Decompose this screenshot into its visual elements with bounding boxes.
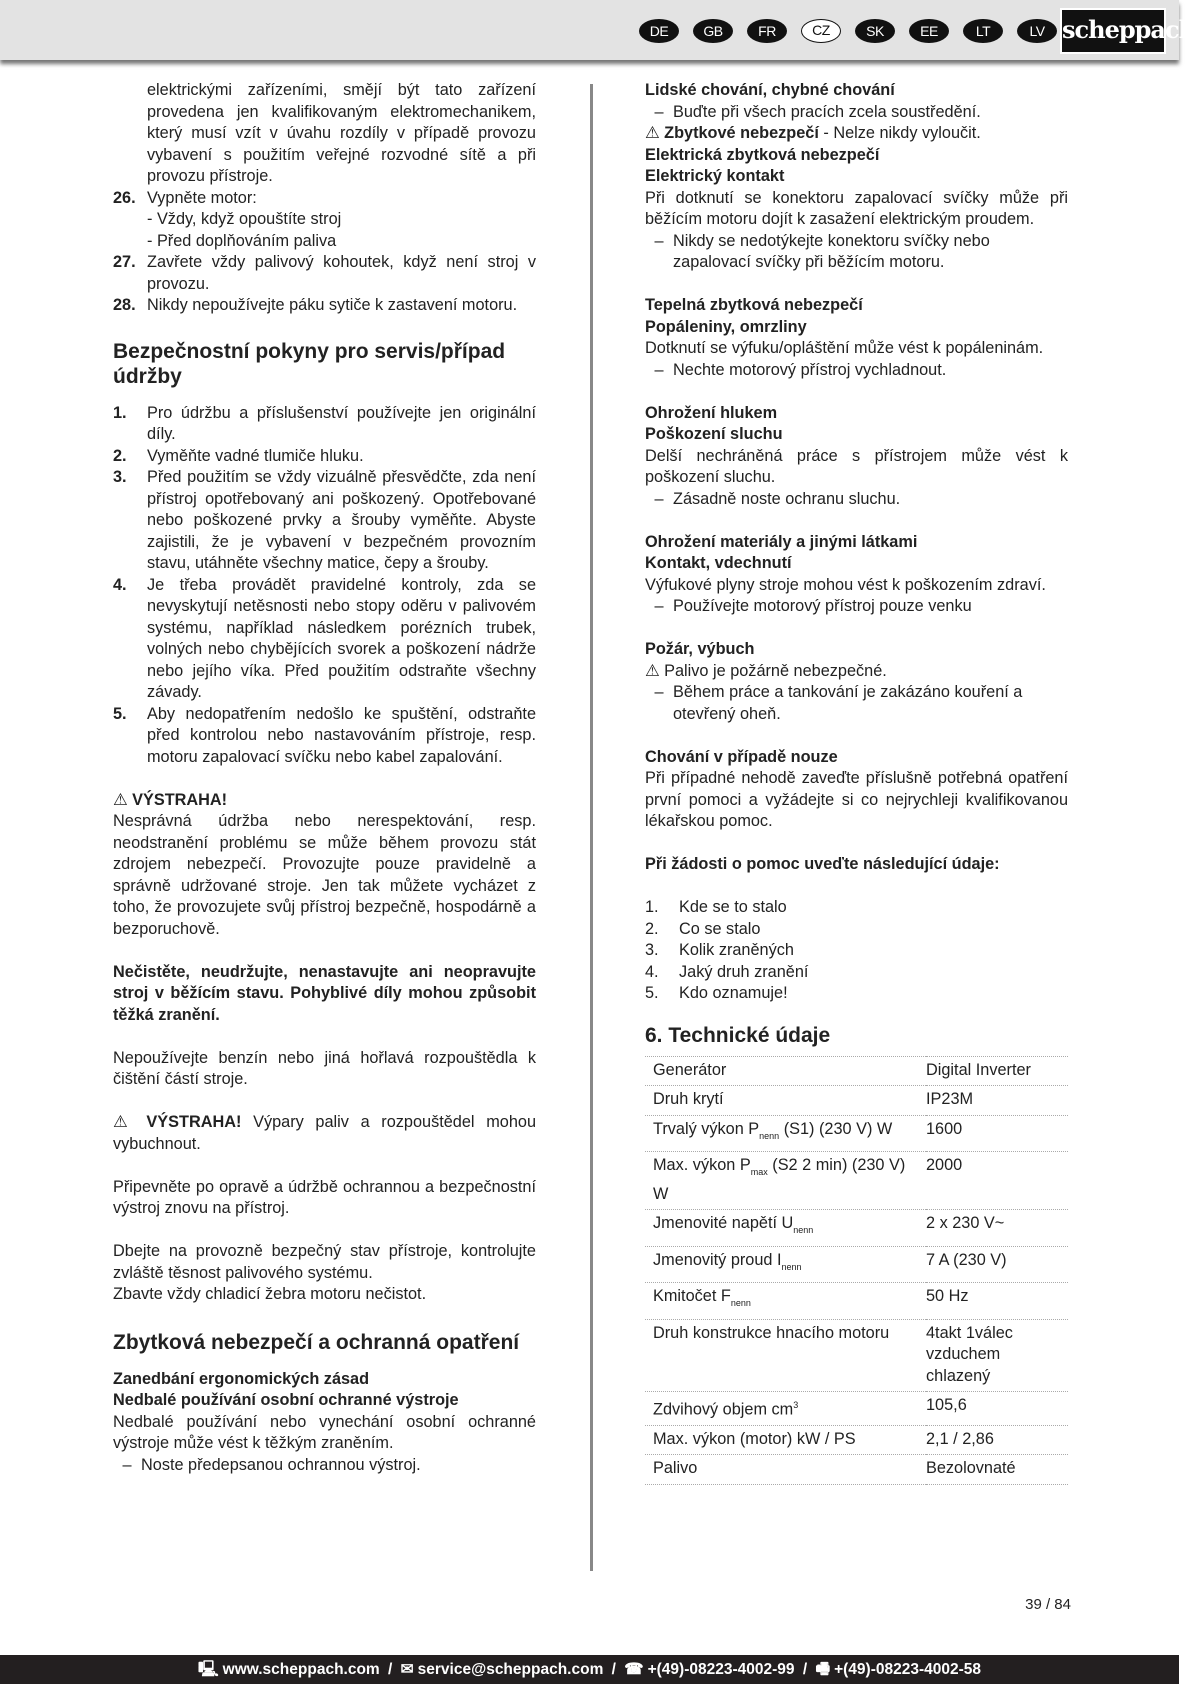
separator: / xyxy=(607,1661,621,1678)
item-number: 2. xyxy=(113,446,127,465)
spec-value: 105,6 xyxy=(926,1392,1068,1426)
numbered-item xyxy=(645,962,1068,984)
spec-value: 4takt 1válec vzduchem chlazený xyxy=(926,1319,1068,1392)
spec-name: Kmitočet F xyxy=(653,1287,731,1305)
table-row xyxy=(645,1086,1068,1116)
paragraph: Nepoužívejte benzín nebo jiná hořlavá rozpouštědla k čištění částí stroje. xyxy=(113,1048,536,1088)
bold-paragraph: Popáleniny, omrzliny xyxy=(645,317,807,336)
numbered-item xyxy=(113,252,536,295)
spec-value: Bezolovnaté xyxy=(926,1455,1068,1485)
bold-paragraph: Lidské chování, chybné chování xyxy=(645,81,895,99)
spec-name: Generátor xyxy=(653,1060,727,1079)
dash-item xyxy=(645,231,1068,274)
item-text: Je třeba provádět pravidelné kontroly, zda se nevyskytují netěsnosti nebo stopy oděru v palivovém systému, například následkem porézních trubek, volných nebo chybějících svorek a poškození nádrže nebo jejího víka. Před použitím odstraňte všechny závady. xyxy=(147,575,536,701)
spec-superscript: 3 xyxy=(793,1400,799,1410)
spec-label xyxy=(645,1425,926,1455)
spec-value: IP23M xyxy=(926,1086,1068,1116)
spec-name: Max. výkon P xyxy=(653,1156,751,1174)
numbered-item xyxy=(645,897,1068,919)
paragraph: - Vždy, když opouštíte stroj xyxy=(147,210,342,228)
item-text: Kdo oznamuje! xyxy=(679,984,788,1002)
item-text: Co se stalo xyxy=(679,919,761,938)
warning-paragraph xyxy=(645,123,1068,145)
fax-icon: 🖷 xyxy=(815,1661,831,1678)
warning-text: - Nelze nikdy vyloučit. xyxy=(818,124,981,142)
item-number: 1. xyxy=(113,403,127,422)
warning-triangle-icon: ⚠ xyxy=(645,124,665,142)
item-text: Kde se to stalo xyxy=(679,898,787,916)
fax-number: +(49)-08223-4002-58 xyxy=(834,1661,982,1678)
numbered-item xyxy=(113,446,536,468)
item-text: Noste předepsanou ochrannou výstroj. xyxy=(141,1455,421,1474)
bold-paragraph: Chování v případě nouze xyxy=(645,747,838,766)
bold-paragraph: Kontakt, vdechnutí xyxy=(645,554,792,572)
warning-paragraph xyxy=(113,790,536,812)
warning-text: Výpary paliv a rozpouštědel mohou vybuchnout. xyxy=(113,1113,536,1153)
spec-name: Druh krytí xyxy=(653,1090,724,1108)
warning-text: Palivo je požárně nebezpečné. xyxy=(664,661,887,680)
item-number: 5. xyxy=(113,704,127,723)
language-selector xyxy=(639,19,1057,43)
bold-paragraph: Tepelná zbytková nebezpečí xyxy=(645,296,863,314)
warning-triangle-icon: ⚠ xyxy=(645,661,665,680)
item-text: Pro údržbu a příslušenství používejte jen originální díly. xyxy=(147,403,536,443)
dash-bullet: – xyxy=(654,489,664,508)
bold-paragraph: Elektrická zbytková nebezpečí xyxy=(645,145,880,164)
dash-bullet: – xyxy=(654,597,664,615)
item-text: Kolik zraněných xyxy=(679,941,794,959)
bold-paragraph: Ohrožení materiály a jinými látkami xyxy=(645,532,918,551)
item-number: 2. xyxy=(645,919,659,938)
spec-name: Trvalý výkon P xyxy=(653,1119,760,1138)
spec-value: 1600 xyxy=(926,1115,1068,1152)
page-header xyxy=(0,0,1195,60)
dash-bullet: – xyxy=(654,102,664,121)
section-heading: Zbytková nebezpečí a ochranná opatření xyxy=(113,1330,520,1354)
dash-bullet: – xyxy=(654,231,664,250)
language-cz[interactable]: CZ xyxy=(801,19,841,43)
spec-value: 2,1 / 2,86 xyxy=(926,1425,1068,1455)
left-column xyxy=(113,80,536,1476)
table-row xyxy=(645,1319,1068,1392)
spec-subscript: nenn xyxy=(730,1298,751,1308)
item-text: Nikdy se nedotýkejte konektoru svíčky nebo zapalovací svíčky při běžícím motoru. xyxy=(673,231,990,271)
table-row xyxy=(645,1392,1068,1426)
spec-value: 7 A (230 V) xyxy=(926,1246,1068,1283)
footer-bar xyxy=(0,1655,1179,1684)
spec-value: 2 x 230 V~ xyxy=(926,1210,1068,1247)
separator: / xyxy=(383,1661,397,1678)
warning-paragraph xyxy=(113,1112,536,1155)
item-text: Nechte motorový přístroj vychladnout. xyxy=(673,360,947,379)
language-ee[interactable]: EE xyxy=(909,19,949,43)
item-text: Před použitím se vždy vizuálně přesvědčte, zda není přístroj opotřebovaný ani poškozený. Opotřebované nebo poškozené prvky a šrouby vyměňte. Abyste zajistili, že je vybavení v bezpečném provozním stavu, utáhněte všechny matice, čepy a šrouby. xyxy=(147,468,536,572)
dash-item xyxy=(645,682,1068,725)
item-number: 28. xyxy=(113,296,136,314)
bold-paragraph: Požár, výbuch xyxy=(645,640,755,658)
item-text: Během práce a tankování je zakázáno kouření a otevřený oheň. xyxy=(673,683,1023,723)
phone-icon: ☎ xyxy=(624,1661,644,1678)
spec-name: Palivo xyxy=(653,1459,698,1478)
numbered-item xyxy=(113,403,536,446)
table-row xyxy=(645,1283,1068,1320)
spec-name: Druh konstrukce hnacího motoru xyxy=(653,1323,890,1342)
bold-paragraph: Poškození sluchu xyxy=(645,425,783,443)
dash-bullet: – xyxy=(654,360,664,379)
paragraph: Zbavte vždy chladicí žebra motoru nečistot. xyxy=(113,1285,427,1303)
item-number: 3. xyxy=(645,941,659,959)
paragraph: Při dotknutí se konektoru zapalovací svíčky může při běžícím motoru dojít k zasažení elektrickým proudem. xyxy=(645,188,1068,228)
spec-name: Jmenovitý proud I xyxy=(653,1250,782,1269)
item-text: Vypněte motor: xyxy=(147,188,257,207)
table-row xyxy=(645,1246,1068,1283)
paragraph: Při případné nehodě zaveďte příslušně potřebná opatření první pomoci a vyžádejte si co nejrychleji kvalifikovanou lékařskou pomoc. xyxy=(645,769,1068,830)
warning-triangle-icon: ⚠ xyxy=(113,1113,147,1131)
spec-value: 50 Hz xyxy=(926,1283,1068,1320)
item-number: 4. xyxy=(645,962,659,981)
numbered-item xyxy=(113,704,536,769)
technical-data-table xyxy=(645,1056,1068,1485)
warning-label: VÝSTRAHA! xyxy=(146,1113,242,1131)
dash-bullet: – xyxy=(122,1455,132,1474)
language-sk[interactable]: SK xyxy=(855,19,895,43)
paragraph: elektrickými zařízeními, smějí být tato zařízení provedena jen kvalifikovaným elektromechanikem, který musí vzít v úvahu rozdíly v případě provozu vybavení s použitím veřejné rozvodné sítě a při provozu přístroje. xyxy=(147,81,536,185)
item-text: Používejte motorový přístroj pouze venku xyxy=(673,597,972,615)
website-link[interactable]: www.scheppach.com xyxy=(222,1661,380,1678)
item-number: 3. xyxy=(113,468,127,486)
spec-name: Zdvihový objem cm xyxy=(653,1400,794,1419)
spec-label xyxy=(645,1455,926,1485)
bold-paragraph: Elektrický kontakt xyxy=(645,167,785,185)
dash-item xyxy=(113,1455,536,1477)
table-row xyxy=(645,1115,1068,1152)
bold-paragraph: Nedbalé používání osobní ochranné výstroje xyxy=(113,1391,459,1409)
item-text: Buďte při všech pracích zcela soustředění. xyxy=(673,102,981,121)
paragraph: Nedbalé používání nebo vynechání osobní ochranné výstroje může vést k těžkým zraněním. xyxy=(113,1412,536,1452)
mail-icon: ✉ xyxy=(400,1661,414,1678)
dash-item xyxy=(645,489,1068,511)
spec-label xyxy=(645,1152,926,1210)
language-lv[interactable]: LV xyxy=(1017,19,1057,43)
spec-subscript: nenn xyxy=(793,1225,814,1235)
paragraph: Delší nechráněná práce s přístrojem může vést k poškození sluchu. xyxy=(645,446,1068,486)
spec-label xyxy=(645,1283,926,1320)
spec-suffix: (S2 2 min) (230 V) W xyxy=(653,1156,906,1203)
separator: / xyxy=(798,1661,812,1678)
table-row xyxy=(645,1425,1068,1455)
spec-subscript: nenn xyxy=(781,1261,802,1272)
table-row xyxy=(645,1152,1068,1210)
bold-paragraph: Zanedbání ergonomických zásad xyxy=(113,1369,370,1388)
spec-suffix: (S1) (230 V) W xyxy=(779,1119,893,1138)
page-number: 39 / 84 xyxy=(1025,1596,1071,1613)
paragraph: Nesprávná údržba nebo nerespektování, resp. neodstranění problému se může během provozu stát zdrojem nebezpečí. Provozujte pouze pravidelně a správně udržované stroje. Jen tak můžete vycházet z toho, že provozujete svůj přístroj bezpečně, hospodárně a bezporuchově. xyxy=(113,812,536,938)
numbered-item xyxy=(645,983,1068,1005)
section-heading: 6. Technické údaje xyxy=(645,1023,831,1047)
spec-label xyxy=(645,1115,926,1152)
column-divider xyxy=(590,84,593,1571)
table-row xyxy=(645,1210,1068,1247)
item-number: 27. xyxy=(113,253,136,271)
section-heading: Bezpečnostní pokyny pro servis/případ údržby xyxy=(113,339,506,388)
table-row xyxy=(645,1056,1068,1086)
dash-item xyxy=(645,360,1068,382)
numbered-item xyxy=(113,575,536,704)
spec-subscript: max xyxy=(750,1167,768,1177)
spec-label xyxy=(645,1392,926,1426)
paragraph: - Před doplňováním paliva xyxy=(147,231,337,250)
spec-label xyxy=(645,1246,926,1283)
language-de[interactable]: DE xyxy=(639,19,679,43)
item-number: 1. xyxy=(645,898,659,916)
spec-label xyxy=(645,1210,926,1247)
numbered-item xyxy=(645,919,1068,941)
dash-bullet: – xyxy=(654,683,664,701)
item-text: Nikdy nepoužívejte páku sytiče k zastavení motoru. xyxy=(147,296,518,314)
language-gb[interactable]: GB xyxy=(693,19,733,43)
item-text: Zásadně noste ochranu sluchu. xyxy=(673,489,901,508)
item-number: 4. xyxy=(113,575,127,594)
right-column xyxy=(645,80,1068,1485)
spec-subscript: nenn xyxy=(759,1130,780,1141)
warning-triangle-icon: ⚠ xyxy=(113,790,133,809)
warning-paragraph xyxy=(645,661,1068,683)
item-text: Aby nedopatřením nedošlo ke spuštění, odstraňte před kontrolou nebo nastavováním přístroje, resp. motoru zapalovací svíčku nebo kabel zapalování. xyxy=(147,704,536,766)
numbered-item xyxy=(113,467,536,575)
table-row xyxy=(645,1455,1068,1485)
paragraph: Dotknutí se výfuku/opláštění může vést k popáleninám. xyxy=(645,339,1044,357)
computer-icon: 🖳 xyxy=(197,1661,219,1678)
paragraph: Výfukové plyny stroje mohou vést k poškozením zdraví. xyxy=(645,575,1046,594)
numbered-item xyxy=(113,295,536,317)
bold-paragraph: Ohrožení hlukem xyxy=(645,403,778,422)
warning-label: Zbytkové nebezpečí xyxy=(664,124,819,142)
spec-label xyxy=(645,1086,926,1116)
email-link[interactable]: service@scheppach.com xyxy=(417,1661,604,1678)
paragraph: Připevněte po opravě a údržbě ochrannou a bezpečnostní výstroj znovu na přístroj. xyxy=(113,1177,536,1217)
spec-value: Digital Inverter xyxy=(926,1056,1068,1086)
numbered-item xyxy=(113,188,536,210)
warning-label: VÝSTRAHA! xyxy=(132,790,228,809)
spec-label xyxy=(645,1056,926,1086)
spec-name: Jmenovité napětí U xyxy=(653,1214,794,1232)
item-text: Vyměňte vadné tlumiče hluku. xyxy=(147,446,364,465)
paragraph: Dbejte na provozně bezpečný stav přístroje, kontrolujte zvláště těsnost palivového systému. xyxy=(113,1242,536,1282)
bold-paragraph: Nečistěte, neudržujte, nenastavujte ani neopravujte stroj v běžícím stavu. Pohyblivé díly mohou způsobit těžká zranění. xyxy=(113,962,536,1024)
phone-number: +(49)-08223-4002-99 xyxy=(647,1661,795,1678)
spec-label xyxy=(645,1319,926,1392)
item-text: Zavřete vždy palivový kohoutek, když není stroj v provozu. xyxy=(147,253,536,293)
bold-paragraph: Při žádosti o pomoc uveďte následující údaje: xyxy=(645,855,1000,873)
spec-name: Max. výkon (motor) kW / PS xyxy=(653,1429,856,1448)
scheppach-logo: scheppach xyxy=(1060,8,1166,54)
language-lt[interactable]: LT xyxy=(963,19,1003,43)
item-number: 5. xyxy=(645,984,659,1002)
item-text: Jaký druh zranění xyxy=(679,962,809,981)
dash-item xyxy=(645,102,1068,124)
spec-value: 2000 xyxy=(926,1152,1068,1210)
dash-item xyxy=(645,596,1068,618)
item-number: 26. xyxy=(113,188,136,207)
numbered-item xyxy=(645,940,1068,962)
language-fr[interactable]: FR xyxy=(747,19,787,43)
